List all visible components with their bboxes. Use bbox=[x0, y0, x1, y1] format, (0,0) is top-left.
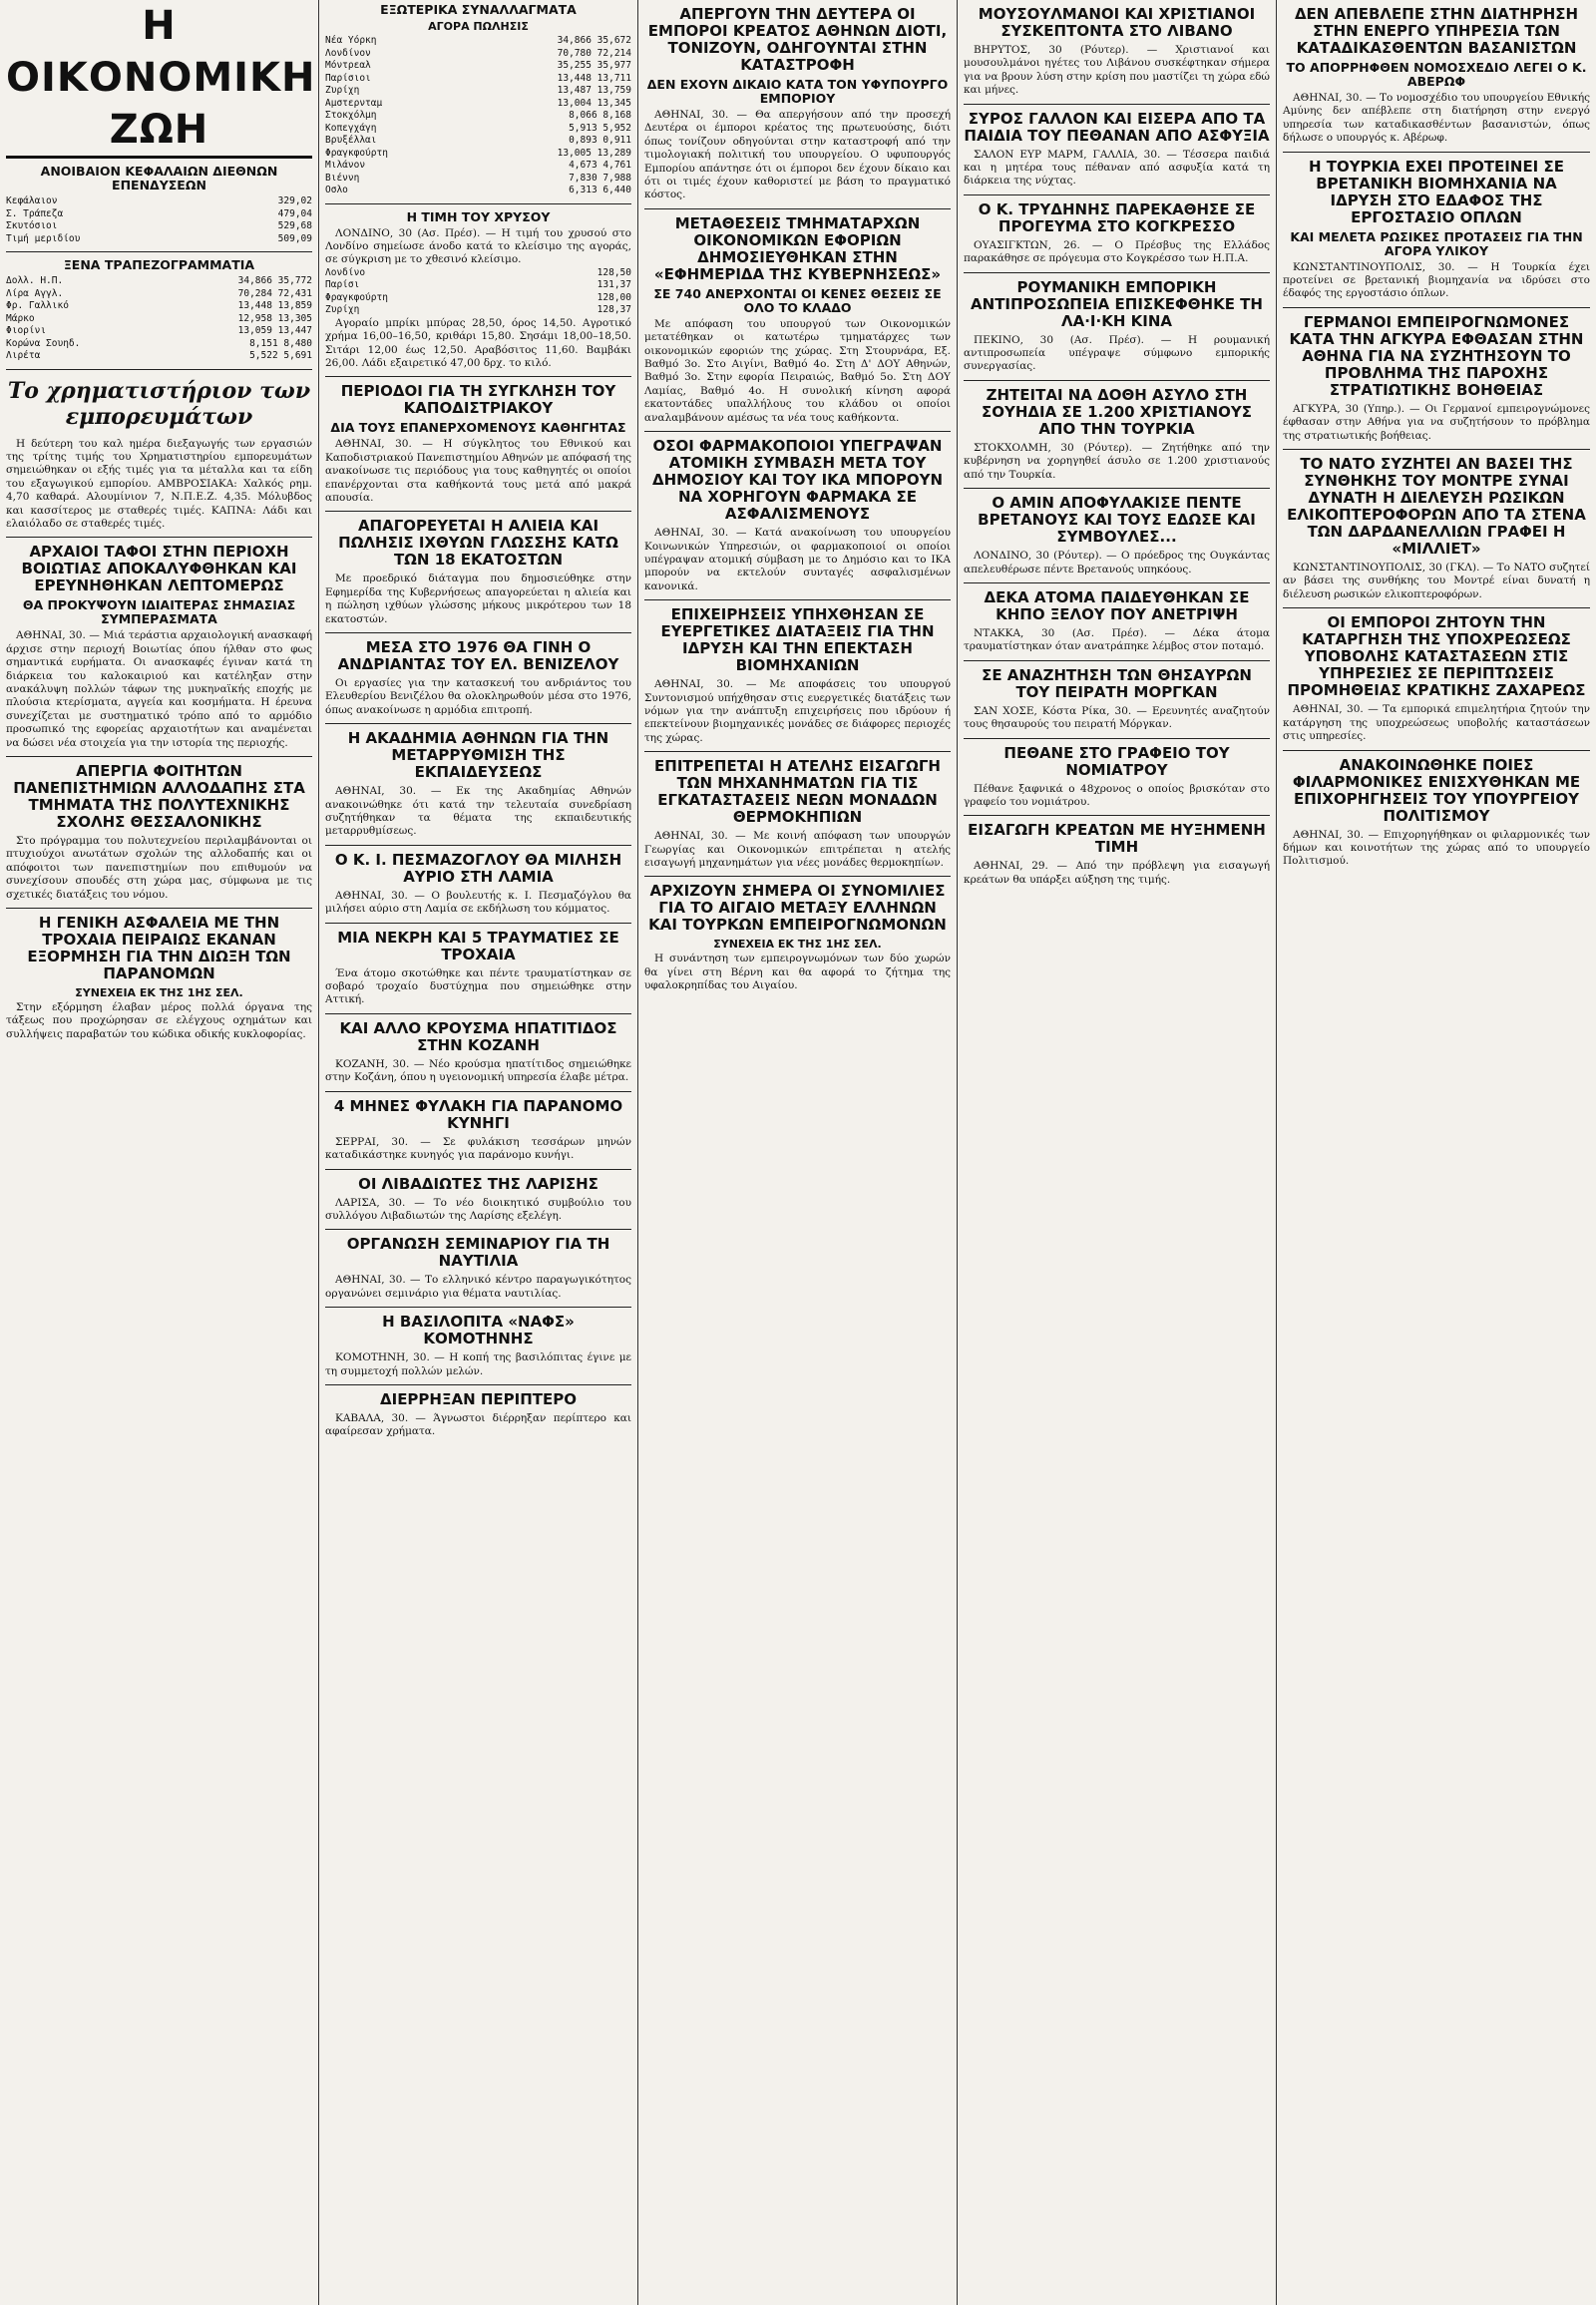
article-head: Η ΒΑΣΙΛΟΠΙΤΑ «ΝΑΦΣ» ΚΟΜΟΤΗΝΗΣ bbox=[382, 1313, 575, 1348]
row-label: Φρ. Γαλλικό bbox=[6, 300, 69, 311]
row-label: Φιορίνι bbox=[6, 325, 47, 336]
article-head: ΣΕ ΑΝΑΖΗΤΗΣΗ ΤΩΝ ΘΗΣΑΥΡΩΝ ΤΟΥ ΠΕΙΡΑΤΗ ΜΟΡΓΚΑΝ bbox=[982, 665, 1252, 701]
article-head: ΤΟ ΝΑΤΟ ΣΥΖΗΤΕΙ ΑΝ ΒΑΣΕΙ ΤΗΣ ΣΥΝΘΗΚΗΣ ΤΟΥ ΜΟΝΤΡΕ ΣΥΝΑΙ ΔΥΝΑΤΗ Η ΔΙΕΛΕΥΣΗ ΡΩΣΙΚΩΝ ΕΛΙΚΟΠΤΕΡΟΦΟΡΩΝ ΑΠΟ ΤΑ ΣΤΕΝΑ ΤΩΝ ΔΑΡΔΑΝΕΛΛΙΩΝ ΓΡΑΦΕΙ Η «ΜΙΛΛΙΕΤ» bbox=[1287, 455, 1586, 559]
table-row bbox=[325, 185, 631, 197]
article-body: ΣΤΟΚΧΟΛΜΗ, 30 (Ρόυτερ). — Ζητήθηκε από την κυβέρνηση να χορηγηθεί άσυλο σε 1.200 χριστιανούς από την Τουρκία. bbox=[964, 441, 1270, 481]
article-head: ΑΝΑΚΟΙΝΩΘΗΚΕ ΠΟΙΕΣ ΦΙΛΑΡΜΟΝΙΚΕΣ ΕΝΙΣΧΥΘΗΚΑΝ ΜΕ ΕΠΙΧΟΡΗΓΗΣΕΙΣ ΤΟΥ ΥΠΟΥΡΓΕΙΟΥ ΠΟΛΙΤΙΣΜΟΥ bbox=[1292, 755, 1581, 825]
row-label: Λιρέτα bbox=[6, 350, 41, 361]
table-row bbox=[325, 73, 631, 86]
table-row bbox=[325, 35, 631, 48]
row-value: 34,866 35,672 bbox=[557, 35, 631, 46]
article-body: ΑΘΗΝΑΙ, 30. — Επιχορηγήθηκαν οι φιλαρμονικές των δήμων και κοινοτήτων της χώρας από το υπουργείο Πολιτισμού. bbox=[1283, 828, 1590, 868]
article-body: Οι εργασίες για την κατασκευή του ανδριάντος του Ελευθερίου Βενιζέλου θα ολοκληρωθούν μέσα στο 1976, όπως ανακοίνωσε η αρμόδια επιτροπή. bbox=[325, 677, 631, 716]
article-head: ΔΕΚΑ ΑΤΟΜΑ ΠΑΙΔΕΥΘΗΚΑΝ ΣΕ ΚΗΠΟ ΞΕΛΟΥ ΠΟΥ ΑΝΕΤΡΙΨΗ bbox=[984, 587, 1250, 623]
masthead: Η ΟΙΚΟΝΟΜΙΚΗ ΖΩΗ bbox=[6, 0, 312, 159]
table-row bbox=[6, 338, 312, 351]
rates-subtitle: ΑΓΟΡΑ ΠΩΛΗΣΙΣ bbox=[428, 20, 529, 33]
banknotes-table bbox=[6, 275, 312, 363]
article-body: ΑΘΗΝΑΙ, 29. — Από την πρόβλεψη για εισαγωγή κρεάτων θα υπάρξει αύξηση της τιμής. bbox=[964, 860, 1270, 886]
article-head: ΟΙ ΕΜΠΟΡΟΙ ΖΗΤΟΥΝ ΤΗΝ ΚΑΤΑΡΓΗΣΗ ΤΗΣ ΥΠΟΧΡΕΩΣΕΩΣ ΥΠΟΒΟΛΗΣ ΚΑΤΑΣΤΑΣΕΩΝ ΣΤΙΣ ΥΠΗΡΕΣΙΕΣ ΣΕ ΠΕΡΙΠΤΩΣΕΙΣ ΠΡΟΜΗΘΕΙΑΣ ΚΡΑΤΙΚΗΣ ΖΑΧΑΡΕΩΣ bbox=[1287, 613, 1586, 700]
table-row bbox=[325, 267, 631, 280]
gold-title: Η ΤΙΜΗ ΤΟΥ ΧΡΥΣΟΥ bbox=[406, 208, 551, 224]
table-row bbox=[6, 275, 312, 288]
row-label: Μιλάνον bbox=[325, 160, 366, 171]
row-label: Μάρκο bbox=[6, 312, 35, 324]
row-value: 128,00 bbox=[597, 291, 631, 303]
article-head: 4 ΜΗΝΕΣ ΦΥΛΑΚΗ ΓΙΑ ΠΑΡΑΝΟΜΟ ΚΥΝΗΓΙ bbox=[333, 1096, 623, 1132]
article-body: ΣΑΝ ΧΟΣΕ, Κόστα Ρίκα, 30. — Ερευνητές αναζητούν τους θησαυρούς του πειρατή Μόργκαν. bbox=[964, 704, 1270, 731]
bonds-table bbox=[6, 195, 312, 245]
article-head: ΔΕΝ ΑΠΕΒΛΕΠΕ ΣΤΗΝ ΔΙΑΤΗΡΗΣΗ ΣΤΗΝ ΕΝΕΡΓΟ ΥΠΗΡΕΣΙΑ ΤΩΝ ΚΑΤΑΔΙΚΑΣΘΕΝΤΩΝ ΒΑΣΑΝΙΣΤΩΝ bbox=[1294, 5, 1579, 57]
table-row bbox=[325, 135, 631, 148]
banknotes-title: ΞΕΝΑ ΤΡΑΠΕΖΟΓΡΑΜΜΑΤΙΑ bbox=[63, 257, 255, 272]
article-head: Ο Κ. ΤΡΥΔΗΝΗΣ ΠΑΡΕΚΑΘΗΣΕ ΣΕ ΠΡΟΓΕΥΜΑ ΣΤΟ ΚΟΓΚΡΕΣΣΟ bbox=[978, 199, 1256, 235]
article-body: ΑΘΗΝΑΙ, 30. — Τα εμπορικά επιμελητήρια ζητούν την κατάργηση της υποχρεώσεως υποβολής καταστάσεων στις υπηρεσίες. bbox=[1283, 703, 1590, 743]
article-body: Στο πρόγραμμα του πολυτεχνείου περιλαμβάνονται οι πτυχιούχοι ανωτάτων σχολών της αλλοδαπής και οι απόφοιτοι των πανεπιστημίων που επιθυμούν να συνεχίσουν σπουδές στη χώρα μας, σύμφωνα με τις σχετικές διατάξεις του νόμου. bbox=[6, 835, 312, 901]
table-row bbox=[325, 292, 631, 305]
article-body: ΑΘΗΝΑΙ, 30. — Κατά ανακοίνωση του υπουργείου Κοινωνικών Υπηρεσιών, οι φαρμακοποιοί οι οποίοι υπέγραψαν ατομική σύμβαση με το Δημόσιο και το ΙΚΑ μπορούν να εκτελούν συνταγές ασφαλισμένων κανονικά. bbox=[644, 527, 951, 592]
row-label: Φραγκφούρτη bbox=[325, 147, 388, 159]
article-body: ΠΕΚΙΝΟ, 30 (Ασ. Πρέσ). — Η ρουμανική αντιπροσωπεία υπέγραψε σύμφωνο εμπορικής συνεργασίας. bbox=[964, 333, 1270, 373]
table-row bbox=[325, 110, 631, 123]
row-value: 128,37 bbox=[597, 304, 631, 316]
row-label: Κορώνα Σουηδ. bbox=[6, 337, 81, 349]
article-subhead: ΣΕ 740 ΑΝΕΡΧΟΝΤΑΙ ΟΙ ΚΕΝΕΣ ΘΕΣΕΙΣ ΣΕ ΟΛΟ ΤΟ ΚΛΑΔΟ bbox=[653, 285, 942, 315]
table-row bbox=[6, 195, 312, 208]
article-head: Ο ΑΜΙΝ ΑΠΟΦΥΛΑΚΙΣΕ ΠΕΝΤΕ ΒΡΕΤΑΝΟΥΣ ΚΑΙ ΤΟΥΣ ΕΔΩΣΕ ΚΑΙ ΣΥΜΒΟΥΛΕΣ... bbox=[978, 494, 1256, 547]
article-head: Η ΤΟΥΡΚΙΑ ΕΧΕΙ ΠΡΟΤΕΙΝΕΙ ΣΕ ΒΡΕΤΑΝΙΚΗ ΒΙΟΜΗΧΑΝΙΑ ΝΑ ΙΔΡΥΣΗ ΣΤΟ ΕΔΑΦΟΣ ΤΗΣ ΕΡΓΟΣΤΑΣΙΟ ΟΠΛΩΝ bbox=[1309, 157, 1564, 226]
table-row bbox=[325, 85, 631, 98]
article-body: Με προεδρικό διάταγμα που δημοσιεύθηκε στην Εφημερίδα της Κυβερνήσεως απαγορεύεται η αλιεία και η πώληση ιχθύων γλώσσης μήκους μικρότερου των 18 εκατοστών. bbox=[325, 573, 631, 625]
article-head: ΜΟΥΣΟΥΛΜΑΝΟΙ ΚΑΙ ΧΡΙΣΤΙΑΝΟΙ ΣΥΣΚΕΠΤΟΝΤΑ ΣΤΟ ΛΙΒΑΝΟ bbox=[978, 5, 1256, 40]
table-row bbox=[325, 98, 631, 111]
row-label: Κεφάλαιον bbox=[6, 195, 58, 206]
article-head: ΟΣΟΙ ΦΑΡΜΑΚΟΠΟΙΟΙ ΥΠΕΓΡΑΨΑΝ ΑΤΟΜΙΚΗ ΣΥΜΒΑΣΗ ΜΕΤΑ ΤΟΥ ΔΗΜΟΣΙΟΥ ΚΑΙ ΤΟΥ ΙΚΑ ΜΠΟΡΟΥΝ ΝΑ ΧΟΡΗΓΟΥΝ ΦΑΡΜΑΚΑ ΣΕ ΑΣΦΑΛΙΣΜΕΝΟΥΣ bbox=[651, 437, 944, 524]
row-value: 13,487 13,759 bbox=[557, 85, 631, 96]
article-body: ΛΟΝΔΙΝΟ, 30 (Ρόυτερ). — Ο πρόεδρος της Ουγκάντας απελευθέρωσε πέντε Βρετανούς υπηκόους. bbox=[964, 550, 1270, 576]
article-body: ΑΘΗΝΑΙ, 30. — Ο βουλευτής κ. Ι. Πεσμαζόγλου θα μιλήσει αύριο στη Λαμία σε εκδήλωση του κόμματος. bbox=[325, 889, 631, 916]
article-body: ΚΩΝΣΤΑΝΤΙΝΟΥΠΟΛΙΣ, 30 (ΓΚΛ). — Το ΝΑΤΟ συζητεί αν βάσει της συνθήκης του Μοντρέ είναι δυνατή η διέλευση ρωσικών ελικοπτεροφόρων. bbox=[1283, 562, 1590, 600]
article-head: ΑΡΧΑΙΟΙ ΤΑΦΟΙ ΣΤΗΝ ΠΕΡΙΟΧΗ ΒΟΙΩΤΙΑΣ ΑΠΟΚΑΛΥΦΘΗΚΑΝ ΚΑΙ ΕΡΕΥΝΗΘΗΚΑΝ ΛΕΠΤΟΜΕΡΩΣ bbox=[21, 543, 297, 595]
row-label: Σ. Τράπεζα bbox=[6, 207, 64, 219]
article-body: ΑΘΗΝΑΙ, 30. — Μιά τεράστια αρχαιολογική ανασκαφή άρχισε στην περιοχή Βοιωτίας όπου ήλθαν στο φως σημαντικά ευρήματα. Οι ανασκαφές έγιναν κατά τη διάρκεια του καλοκαιριού και κατέληξαν στην ανακάλυψη πολλών τάφων της μυκηναϊκής εποχής με πλούσια κτερίσματα, αγγεία και κοσμήματα. Η έρευνα συνεχίζεται με συστηματικό τρόπο από το αρμόδιο προσωπικό της εφορείας αρχαιοτήτων και αναμένεται να δώσει νέα στοιχεία για την ιστορία της περιοχής. bbox=[6, 629, 312, 749]
article-head: ΠΕΘΑΝΕ ΣΤΟ ΓΡΑΦΕΙΟ ΤΟΥ ΝΟΜΙΑΤΡΟΥ bbox=[1003, 743, 1230, 779]
article-head: ΖΗΤΕΙΤΑΙ ΝΑ ΔΟΘΗ ΑΣΥΛΟ ΣΤΗ ΣΟΥΗΔΙΑ ΣΕ 1.200 ΧΡΙΣΤΙΑΝΟΥΣ ΑΠΟ ΤΗΝ ΤΟΥΡΚΙΑ bbox=[981, 385, 1253, 438]
table-row bbox=[325, 123, 631, 136]
row-value: 4,673 4,761 bbox=[569, 160, 631, 171]
row-label: Βιέννη bbox=[325, 172, 360, 184]
row-label: Σκυτόσιοι bbox=[6, 220, 58, 231]
article-body: Η συνάντηση των εμπειρογνωμόνων των δύο χωρών θα γίνει στη Βέρνη και θα αφορά το ζήτημα της υφαλοκρηπίδας του Αιγαίου. bbox=[644, 953, 951, 992]
table-row bbox=[6, 233, 312, 246]
column-5 bbox=[1277, 0, 1596, 2305]
row-label: Στοκχόλμη bbox=[325, 110, 377, 121]
article-body: Με απόφαση του υπουργού των Οικονομικών μετατέθηκαν οι κατωτέρω τμηματάρχες των οικονομικών εφοριών της χώρας. Στη Στουρνάρα, Εξ. Βαθμό 3ο. Στο Αιγίνι, Βαθμό 4ο. Στη Δ' ΔΟΥ Αθηνών, Βαθμό 3ο. Στην εφορία Πειραιώς, Βαθμό 5ο. Στη ΔΟΥ Λαμίας, Βαθμό 4ο. Η συνολική κίνηση αφορά εκατοντάδες υπαλλήλους του κλάδου οι οποίοι αναλαμβάνουν αμέσως τα νέα τους καθήκοντα. bbox=[644, 317, 951, 424]
continuation-note: ΣΥΝΕΧΕΙΑ ΕΚ ΤΗΣ 1ΗΣ ΣΕΛ. bbox=[713, 938, 882, 952]
article-body: Πέθανε ξαφνικά ο 48χρονος ο οποίος βρισκόταν στο γραφείο του νομιάτρου. bbox=[964, 782, 1270, 808]
article-body: ΚΟΖΑΝΗ, 30. — Νέο κρούσμα ηπατίτιδος σημειώθηκε στην Κοζάνη, όπου η υγειονομική υπηρεσία έλαβε μέτρα. bbox=[325, 1057, 631, 1084]
row-value: 70,780 72,214 bbox=[557, 47, 631, 59]
article-body: ΛΑΡΙΣΑ, 30. — Το νέο διοικητικό συμβούλιο του συλλόγου Λιβαδιωτών της Λαρίσης εξελέγη. bbox=[325, 1196, 631, 1222]
article-head: ΕΠΙΧΕΙΡΗΣΕΙΣ ΥΠΗΧΘΗΣΑΝ ΣΕ ΕΥΕΡΓΕΤΙΚΕΣ ΔΙΑΤΑΞΕΙΣ ΓΙΑ ΤΗΝ ΙΔΡΥΣΗ ΚΑΙ ΤΗΝ ΕΠΕΚΤΑΣΗ ΒΙΟΜΗΧΑΝΙΩΝ bbox=[660, 605, 935, 675]
row-value: 34,866 35,772 bbox=[237, 275, 312, 286]
table-row bbox=[6, 300, 312, 313]
article-head: Η ΓΕΝΙΚΗ ΑΣΦΑΛΕΙΑ ΜΕ ΤΗΝ ΤΡΟΧΑΙΑ ΠΕΙΡΑΙΩΣ ΕΚΑΝΑΝ ΕΞΟΡΜΗΣΗ ΓΙΑ ΤΗΝ ΔΙΩΞΗ ΤΩΝ ΠΑΡΑΝΟΜΩΝ bbox=[27, 914, 291, 983]
article-head: ΕΠΙΤΡΕΠΕΤΑΙ Η ΑΤΕΛΗΣ ΕΙΣΑΓΩΓΗ ΤΩΝ ΜΗΧΑΝΗΜΑΤΩΝ ΓΙΑ ΤΙΣ ΕΓΚΑΤΑΣΤΑΣΕΙΣ ΝΕΩΝ ΜΟΝΑΔΩΝ ΘΕΡΜΟΚΗΠΙΩΝ bbox=[654, 757, 941, 827]
row-label: Νέα Υόρκη bbox=[325, 35, 377, 46]
row-label: Παρίσιοι bbox=[325, 72, 371, 84]
row-value: 12,958 13,305 bbox=[237, 312, 312, 324]
column-1 bbox=[0, 0, 318, 2305]
row-value: 13,059 13,447 bbox=[237, 325, 312, 336]
article-subhead: ΚΑΙ ΜΕΛΕΤΑ ΡΩΣΙΚΕΣ ΠΡΟΤΑΣΕΙΣ ΓΙΑ ΤΗΝ ΑΓΟΡΑ ΥΛΙΚΟΥ bbox=[1290, 228, 1583, 258]
row-value: 13,005 13,289 bbox=[557, 147, 631, 159]
article-head: ΑΠΕΡΓΟΥΝ ΤΗΝ ΔΕΥΤΕΡΑ ΟΙ ΕΜΠΟΡΟΙ ΚΡΕΑΤΟΣ ΑΘΗΝΩΝ ΔΙΟΤΙ, ΤΟΝΙΖΟΥΝ, ΟΔΗΓΟΥΝΤΑΙ ΣΤΗΝ ΚΑΤΑΣΤΡΟΦΗ bbox=[647, 5, 948, 74]
article-body: ΚΟΜΟΤΗΝΗ, 30. — Η κοπή της βασιλόπιτας έγινε με τη συμμετοχή πολλών μελών. bbox=[325, 1351, 631, 1377]
table-row bbox=[325, 304, 631, 317]
row-label: Ζυρίχη bbox=[325, 304, 360, 316]
article-body: ΑΘΗΝΑΙ, 30. — Με αποφάσεις του υπουργού Συντονισμού υπήχθησαν στις ευεργετικές διατάξεις των νόμων για την ανάπτυξη επιχειρήσεις που ιδρύουν ή επεκτείνουν βιομηχανικές μονάδες σε διάφορες περιοχές της χώρας. bbox=[644, 678, 951, 744]
row-value: 131,37 bbox=[597, 279, 631, 291]
article-head: ΑΠΕΡΓΙΑ ΦΟΙΤΗΤΩΝ ΠΑΝΕΠΙΣΤΗΜΙΩΝ ΑΛΛΟΔΑΠΗΣ ΣΤΑ ΤΜΗΜΑΤΑ ΤΗΣ ΠΟΛΥΤΕΧΝΙΚΗΣ ΣΧΟΛΗΣ ΘΕΣΣΑΛΟΝΙΚΗΣ bbox=[13, 762, 305, 831]
article-subhead: ΘΑ ΠΡΟΚΥΨΟΥΝ ΙΔΙΑΙΤΕΡΑΣ ΣΗΜΑΣΙΑΣ ΣΥΜΠΕΡΑΣΜΑΤΑ bbox=[22, 597, 296, 627]
article-body: ΣΕΡΡΑΙ, 30. — Σε φυλάκιση τεσσάρων μηνών καταδικάστηκε κυνηγός για παράνομο κυνήγι. bbox=[325, 1135, 631, 1162]
row-label: Οσλο bbox=[325, 185, 348, 195]
column-3 bbox=[638, 0, 957, 2305]
article-body: ΟΥΑΣΙΓΚΤΩΝ, 26. — Ο Πρέσβυς της Ελλάδος παρακάθησε σε πρόγευμα στο Κογκρέσσο των Η.Π.Α. bbox=[964, 238, 1270, 265]
article-body: Στην εξόρμηση έλαβαν μέρος πολλά όργανα της τάξεως που προχώρησαν σε ελέγχους οχημάτων και συλλήψεις παραβατών του κώδικα οδικής κυκλοφορίας. bbox=[6, 1001, 312, 1040]
article-body: ΝΤΑΚΚΑ, 30 (Ασ. Πρέσ). — Δέκα άτομα τραυματίστηκαν όταν ανατράπηκε λέμβος στον ποταμό. bbox=[964, 626, 1270, 653]
article-head: ΜΕΣΑ ΣΤΟ 1976 ΘΑ ΓΙΝΗ Ο ΑΝΔΡΙΑΝΤΑΣ ΤΟΥ ΕΛ. ΒΕΝΙΖΕΛΟΥ bbox=[337, 638, 619, 673]
table-row bbox=[325, 173, 631, 186]
bourse-text: Η δεύτερη του καλ ημέρα διεξαγωγής των εργασιών της τρίτης τιμής του Χρηματιστηρίου εμπορευμάτων σημειώθηκαν οι εξής τιμές για τα μέταλλα και τα είδη του εξαγωγικού εμπορίου. ΑΜΒΡΟΣΙΑΚΑ: Χαλκός ρημ. 4,70 καθαρά. Αλουμίνιον 7, Ν.Π.Ε.Ζ. 4,35. Μόλυβδος και κασσίτερος με σταθερές τιμές. ΚΑΠΝΑ: Λάδι και ελαιόλαδο σε σταθερές τιμές. bbox=[6, 437, 312, 530]
table-row bbox=[325, 160, 631, 173]
row-value: 70,284 72,431 bbox=[237, 287, 312, 299]
article-subhead: ΔΙΑ ΤΟΥΣ ΕΠΑΝΕΡΧΟΜΕΝΟΥΣ ΚΑΘΗΓΗΤΑΣ bbox=[330, 420, 626, 436]
row-label: Παρίσι bbox=[325, 279, 360, 291]
article-subhead: ΔΕΝ ΕΧΟΥΝ ΔΙΚΑΙΟ ΚΑΤΑ ΤΟΝ ΥΦΥΠΟΥΡΓΟ ΕΜΠΟΡΙΟΥ bbox=[646, 77, 949, 106]
article-body: ΣΑΛΟΝ ΕΥΡ ΜΑΡΜ, ΓΑΛΛΙΑ, 30. — Τέσσερα παιδιά και η μητέρα τους πέθαναν από ασφυξία κατά τη διάρκεια της νύχτας. bbox=[964, 148, 1270, 188]
article-body: ΒΗΡΥΤΟΣ, 30 (Ρόυτερ). — Χριστιανοί και μουσουλμάνοι ηγέτες του Λιβάνου συσκέφτηκαν σήμερα για να βρουν λύση στην κρίση που μαστίζει τη χώρα εδώ και μήνες. bbox=[964, 44, 1270, 97]
row-label: Λίρα Αγγλ. bbox=[6, 287, 64, 299]
row-label: Φραγκφούρτη bbox=[325, 291, 388, 303]
row-value: 0,893 0,911 bbox=[569, 135, 631, 146]
table-row bbox=[6, 313, 312, 326]
article-head: ΚΑΙ ΑΛΛΟ ΚΡΟΥΣΜΑ ΗΠΑΤΙΤΙΔΟΣ ΣΤΗΝ ΚΟΖΑΝΗ bbox=[339, 1018, 617, 1054]
rates-table bbox=[325, 35, 631, 197]
market-text: Αγοραίο μπρίκι μπύρας 28,50, όρος 14,50. Αγροτικό χρήμα 16,00–16,50, κριθάρι 15,80. Σησάμι 18,00–18,50. Σιτάρι 12,00 έως 12,50. Αραβόσιτος 11,60. Βαμβάκι 26,00. Λάδι εξαιρετικό 47,00 δρχ. το κιλό. bbox=[325, 316, 631, 369]
row-label: Δολλ. Η.Π. bbox=[6, 275, 64, 286]
gold-text: ΛΟΝΔΙΝΟ, 30 (Ασ. Πρέσ). — Η τιμή του χρυσού στο Λονδίνο σημείωσε άνοδο κατά το κλείσιμο της αγοράς, σε σύγκριση με το χθεσινό κλείσιμο. bbox=[325, 226, 631, 266]
row-label: Ζυρίχη bbox=[325, 85, 360, 96]
row-label: Λονδίνον bbox=[325, 47, 371, 59]
article-body: ΑΓΚΥΡΑ, 30 (Υπηρ.). — Οι Γερμανοί εμπειρογνώμονες έφθασαν στην Αθήνα για να συζητήσουν το πρόβλημα της στρατιωτικής βοήθειας. bbox=[1283, 402, 1590, 442]
article-body: ΑΘΗΝΑΙ, 30. — Η σύγκλητος του Εθνικού και Καποδιστριακού Πανεπιστημίου Αθηνών με απόφασή της ανακοίνωσε τις περιόδους για τους καθηγητές οι οποίοι επανέρχονται στα καθήκοντά τους μετά από μακρά απουσία. bbox=[325, 438, 631, 504]
article-head: ΡΟΥΜΑΝΙΚΗ ΕΜΠΟΡΙΚΗ ΑΝΤΙΠΡΟΣΩΠΕΙΑ ΕΠΙΣΚΕΦΘΗΚΕ ΤΗ ΛΑ·Ι·ΚΗ ΚΙΝΑ bbox=[971, 277, 1263, 330]
article-head: ΠΕΡΙΟΔΟΙ ΓΙΑ ΤΗ ΣΥΓΚΛΗΣΗ ΤΟΥ ΚΑΠΟΔΙΣΤΡΙΑΚΟΥ bbox=[340, 382, 616, 418]
table-row bbox=[6, 325, 312, 338]
article-body: ΑΘΗΝΑΙ, 30. — Θα απεργήσουν από την προσεχή Δευτέρα οι έμποροι κρέατος της πρωτευούσης, διότι όπως τονίζουν οδηγούνται στην καταστροφή από την τιμολογιακή πολιτική του υπουργείου. Ο υφυπουργός Εμπορίου απάντησε ότι οι έμποροι δεν έχουν δίκαιο και ότι οι τιμές έχουν καθοριστεί με βάση το πραγματικό κόστος. bbox=[644, 109, 951, 201]
article-head: ΕΙΣΑΓΩΓΗ ΚΡΕΑΤΩΝ ΜΕ ΗΥΞΗΜΕΝΗ ΤΙΜΗ bbox=[968, 821, 1266, 857]
table-row bbox=[6, 288, 312, 301]
gold-table bbox=[325, 267, 631, 317]
row-value: 35,255 35,977 bbox=[557, 60, 631, 71]
row-label: Τιμή μεριδίου bbox=[6, 232, 81, 244]
table-row bbox=[6, 350, 312, 363]
row-value: 13,004 13,345 bbox=[557, 97, 631, 109]
row-value: 5,522 5,691 bbox=[249, 350, 312, 361]
article-body: ΚΩΝΣΤΑΝΤΙΝΟΥΠΟΛΙΣ, 30. — Η Τουρκία έχει προτείνει σε βρετανική βιομηχανία να ιδρύσει στο έδαφός της εργοστάσιο όπλων. bbox=[1283, 260, 1590, 300]
funds-title: ΑΝΟΙΒΑΙΟΝ ΚΕΦΑΛΑΙΩΝ ΔΙΕΘΝΩΝ ΕΠΕΝΔΥΣΕΩΝ bbox=[40, 164, 278, 192]
row-label: Λονδίνο bbox=[325, 266, 366, 278]
table-row bbox=[325, 60, 631, 73]
article-subhead: ΤΟ ΑΠΟΡΡΗΦΘΕΝ ΝΟΜΟΣΧΕΔΙΟ ΛΕΓΕΙ Ο Κ. ΑΒΕΡΩΦ bbox=[1286, 60, 1587, 89]
column-4 bbox=[958, 0, 1276, 2305]
table-row bbox=[325, 279, 631, 292]
table-row bbox=[6, 220, 312, 233]
table-row bbox=[6, 208, 312, 221]
row-value: 8,151 8,480 bbox=[249, 337, 312, 349]
article-head: Ο Κ. Ι. ΠΕΣΜΑΖΟΓΛΟΥ ΘΑ ΜΙΛΗΣΗ ΑΥΡΙΟ ΣΤΗ ΛΑΜΙΑ bbox=[334, 850, 622, 886]
article-head: ΟΡΓΑΝΩΣΗ ΣΕΜΙΝΑΡΙΟΥ ΓΙΑ ΤΗ ΝΑΥΤΙΛΙΑ bbox=[346, 1235, 610, 1271]
article-body: ΑΘΗΝΑΙ, 30. — Το νομοσχέδιο του υπουργείου Εθνικής Αμύνης δεν απέβλεπε στη διατήρηση στην ενεργό υπηρεσία των καταδικασθέντων βασανιστών, όπως δήλωσε ο υπουργός κ. Αβέρωφ. bbox=[1283, 92, 1590, 145]
row-value: 6,313 6,440 bbox=[569, 185, 631, 195]
row-value: 13,448 13,859 bbox=[237, 300, 312, 311]
article-body: Ένα άτομο σκοτώθηκε και πέντε τραυματίστηκαν σε σοβαρό τροχαίο δυστύχημα που σημειώθηκε στην Αττική. bbox=[325, 966, 631, 1006]
article-body: ΑΘΗΝΑΙ, 30. — Με κοινή απόφαση των υπουργών Γεωργίας και Οικονομικών επιτρέπεται η ατελής εισαγωγή μηχανημάτων για νέες μονάδες θερμοκηπίων. bbox=[644, 830, 951, 869]
table-row bbox=[325, 48, 631, 61]
article-head: ΜΙΑ ΝΕΚΡΗ ΚΑΙ 5 ΤΡΑΥΜΑΤΙΕΣ ΣΕ ΤΡΟΧΑΙΑ bbox=[337, 928, 619, 963]
rates-title: ΕΞΩΤΕΡΙΚΑ ΣΥΝΑΛΛΑΓΜΑΤΑ bbox=[380, 2, 577, 17]
article-head: ΑΡΧΙΖΟΥΝ ΣΗΜΕΡΑ ΟΙ ΣΥΝΟΜΙΛΙΕΣ ΓΙΑ ΤΟ ΑΙΓΑΙΟ ΜΕΤΑΞΥ ΕΛΛΗΝΩΝ ΚΑΙ ΤΟΥΡΚΩΝ ΕΜΠΕΙΡΟΓΝΩΜΟΝΩΝ bbox=[648, 882, 947, 935]
row-value: 479,04 bbox=[277, 207, 312, 219]
article-head: ΑΠΑΓΟΡΕΥΕΤΑΙ Η ΑΛΙΕΙΑ ΚΑΙ ΠΩΛΗΣΙΣ ΙΧΘΥΩΝ ΓΛΩΣΣΗΣ ΚΑΤΩ ΤΩΝ 18 ΕΚΑΤΟΣΤΩΝ bbox=[338, 517, 618, 570]
article-head: ΣΥΡΟΣ ΓΑΛΛΟΝ ΚΑΙ ΕΙΣΕΡΑ ΑΠΟ ΤΑ ΠΑΙΔΙΑ ΤΟΥ ΠΕΘΑΝΑΝ ΑΠΟ ΑΣΦΥΞΙΑ bbox=[964, 109, 1270, 145]
row-value: 5,913 5,952 bbox=[569, 122, 631, 134]
bourse-title: Το χρηματιστήριον των εμπορευμάτων bbox=[7, 377, 311, 430]
article-body: ΚΑΒΑΛΑ, 30. — Άγνωστοι διέρρηξαν περίπτερο και αφαίρεσαν χρήματα. bbox=[325, 1411, 631, 1438]
article-body: ΑΘΗΝΑΙ, 30. — Εκ της Ακαδημίας Αθηνών ανακοινώθηκε ότι κατά την τελευταία συνεδρίαση συζητήθηκαν τα θέματα της εκπαιδευτικής μεταρρυθμίσεως. bbox=[325, 785, 631, 838]
article-head: ΓΕΡΜΑΝΟΙ ΕΜΠΕΙΡΟΓΝΩΜΟΝΕΣ ΚΑΤΑ ΤΗΝ ΑΓΚΥΡΑ ΕΦΘΑΣΑΝ ΣΤΗΝ ΑΘΗΝΑ ΓΙΑ ΝΑ ΣΥΖΗΤΗΣΟΥΝ ΤΟ ΠΡΟΒΛΗΜΑ ΤΗΣ ΠΑΡΟΧΗΣ ΣΤΡΑΤΙΩΤΙΚΗΣ ΒΟΗΘΕΙΑΣ bbox=[1289, 312, 1584, 399]
article-body: ΑΘΗΝΑΙ, 30. — Το ελληνικό κέντρο παραγωγικότητος οργανώνει σεμινάριο για θέματα ναυτιλίας. bbox=[325, 1274, 631, 1300]
row-value: 8,066 8,168 bbox=[569, 110, 631, 121]
row-value: 509,09 bbox=[277, 232, 312, 244]
row-label: Κοπεγχάγη bbox=[325, 122, 377, 134]
column-2 bbox=[319, 0, 637, 2305]
row-label: Αμστερνταμ bbox=[325, 97, 383, 109]
row-label: Βρυξέλλαι bbox=[325, 135, 377, 146]
row-label: Μόντρεαλ bbox=[325, 60, 371, 71]
table-row bbox=[325, 148, 631, 161]
continuation-note: ΣΥΝΕΧΕΙΑ ΕΚ ΤΗΣ 1ΗΣ ΣΕΛ. bbox=[75, 986, 243, 1000]
article-head: ΟΙ ΛΙΒΑΔΙΩΤΕΣ ΤΗΣ ΛΑΡΙΣΗΣ bbox=[358, 1174, 598, 1193]
article-head: ΔΙΕΡΡΗΞΑΝ ΠΕΡΙΠΤΕΡΟ bbox=[380, 1389, 577, 1408]
row-value: 13,448 13,711 bbox=[557, 72, 631, 84]
article-head: Η ΑΚΑΔΗΜΙΑ ΑΘΗΝΩΝ ΓΙΑ ΤΗΝ ΜΕΤΑΡΡΥΘΜΙΣΗ ΤΗΣ ΕΚΠΑΙΔΕΥΣΕΩΣ bbox=[347, 729, 609, 782]
row-value: 529,68 bbox=[277, 220, 312, 231]
row-value: 329,02 bbox=[277, 195, 312, 206]
row-value: 7,830 7,988 bbox=[569, 172, 631, 184]
row-value: 128,50 bbox=[597, 266, 631, 278]
article-head: ΜΕΤΑΘΕΣΕΙΣ ΤΜΗΜΑΤΑΡΧΩΝ ΟΙΚΟΝΟΜΙΚΩΝ ΕΦΟΡΙΩΝ ΔΗΜΟΣΙΕΥΘΗΚΑΝ ΣΤΗΝ «ΕΦΗΜΕΡΙΔΑ ΤΗΣ ΚΥΒΕΡΝΗΣΕΩΣ» bbox=[653, 213, 942, 283]
